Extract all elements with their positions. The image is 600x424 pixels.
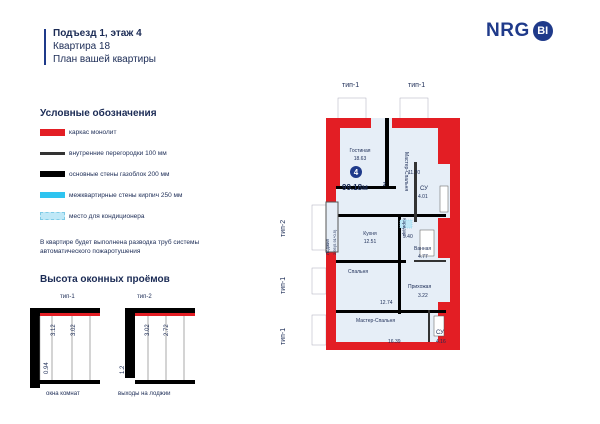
room-master2-name: Мастер-Спальня bbox=[356, 318, 396, 324]
brick-swatch bbox=[40, 192, 65, 198]
room-corridor-name: Коридор bbox=[402, 218, 407, 236]
room-su1-area: 4.01 bbox=[418, 194, 428, 200]
window-dim-4: 3.02 bbox=[145, 324, 151, 336]
legend-label: основные стены газоблок 200 мм bbox=[69, 170, 170, 178]
room-living-area: 18.63 bbox=[353, 156, 367, 162]
window-dim-2: 3.02 bbox=[71, 324, 77, 336]
legend-label: каркас монолит bbox=[69, 128, 117, 136]
window-caption-loggias: выходы на лоджии bbox=[118, 391, 171, 397]
window-sections-diagram bbox=[30, 300, 210, 390]
window-caption-rooms: окна комнат bbox=[46, 391, 80, 397]
legend-label: межквартирные стены кирпич 250 мм bbox=[69, 191, 183, 199]
room-loggia-area: 2.95(5.91*0.5) bbox=[332, 229, 337, 255]
partition-swatch bbox=[40, 152, 65, 155]
apartment-badge-number: 4 bbox=[353, 168, 359, 177]
legend-label: внутренние перегородки 100 мм bbox=[69, 149, 167, 157]
room-kitchen-name: Кухня bbox=[363, 231, 377, 237]
room-bath-area: 4.77 bbox=[418, 254, 428, 260]
gasblock-swatch bbox=[40, 171, 65, 177]
window-dim-6: 1.2 bbox=[120, 365, 126, 374]
legend-item-monolith bbox=[40, 127, 116, 137]
window-heights-title: Высота оконных проёмов bbox=[40, 274, 170, 285]
apartment-number: Квартира 18 bbox=[53, 41, 111, 52]
room-living-name: Гостиная bbox=[349, 148, 371, 154]
room-master1-area: 11.70 bbox=[408, 170, 421, 176]
legend-item-ac bbox=[40, 211, 145, 221]
legend-item-partitions bbox=[40, 148, 167, 158]
window-section-type-1 bbox=[30, 308, 100, 388]
room-loggia-name: Лоджия bbox=[325, 239, 330, 255]
nrg-logo bbox=[486, 20, 553, 42]
total-area-unit-sup: 2 bbox=[383, 182, 386, 188]
floor-plan bbox=[300, 90, 480, 370]
fire-suppression-note: В квартире будет выполнена разводка труб системы автоматического пожаротушения bbox=[40, 239, 200, 255]
legend-item-brick bbox=[40, 190, 182, 200]
window-type-top-left: тип-1 bbox=[342, 82, 360, 89]
ac-swatch bbox=[40, 212, 65, 220]
room-corridor-area: 9.40 bbox=[403, 234, 413, 240]
monolith-swatch bbox=[40, 129, 65, 136]
logo-text: NRG bbox=[486, 20, 530, 41]
room-master1-name: Мастер-Спальня bbox=[403, 152, 409, 192]
room-hall-name: Прихожая bbox=[408, 284, 432, 290]
room-hall-area: 3.22 bbox=[418, 293, 428, 299]
window-type-2-label: тип-2 bbox=[137, 294, 152, 300]
room-su2-area: 4.16 bbox=[436, 339, 446, 345]
window-type-side-mid: тип-1 bbox=[280, 276, 287, 294]
legend-title: Условные обозначения bbox=[40, 108, 157, 119]
entrance-floor-title: Подъезд 1, этаж 4 bbox=[53, 28, 142, 39]
logo-badge: BI bbox=[533, 21, 553, 41]
window-section-type-2 bbox=[125, 308, 195, 384]
window-dim-3: 0.94 bbox=[44, 362, 50, 374]
room-bath-name: Ванная bbox=[414, 246, 432, 252]
window-dim-1: 3.12 bbox=[51, 324, 57, 336]
window-type-side-bot: тип-1 bbox=[280, 327, 287, 345]
legend-item-gasblock bbox=[40, 169, 169, 179]
window-dim-5: 2.72 bbox=[164, 324, 170, 336]
room-su2-name: СУ bbox=[436, 330, 444, 336]
room-su1-name: СУ bbox=[420, 186, 428, 192]
room-master2-area: 16.39 bbox=[388, 339, 401, 345]
window-type-1-label: тип-1 bbox=[60, 294, 75, 300]
legend-label: место для кондиционера bbox=[69, 212, 145, 220]
total-area: 99.18м bbox=[342, 183, 368, 192]
room-bedroom-area: 12.74 bbox=[380, 300, 393, 306]
room-bedroom-name: Спальня bbox=[348, 269, 369, 275]
room-kitchen-area: 12.51 bbox=[363, 239, 377, 245]
window-type-top-right: тип-1 bbox=[408, 82, 426, 89]
window-type-side-top: тип-2 bbox=[280, 219, 287, 237]
header-accent-bar bbox=[44, 29, 46, 65]
plan-subtitle: План вашей квартиры bbox=[53, 54, 156, 65]
